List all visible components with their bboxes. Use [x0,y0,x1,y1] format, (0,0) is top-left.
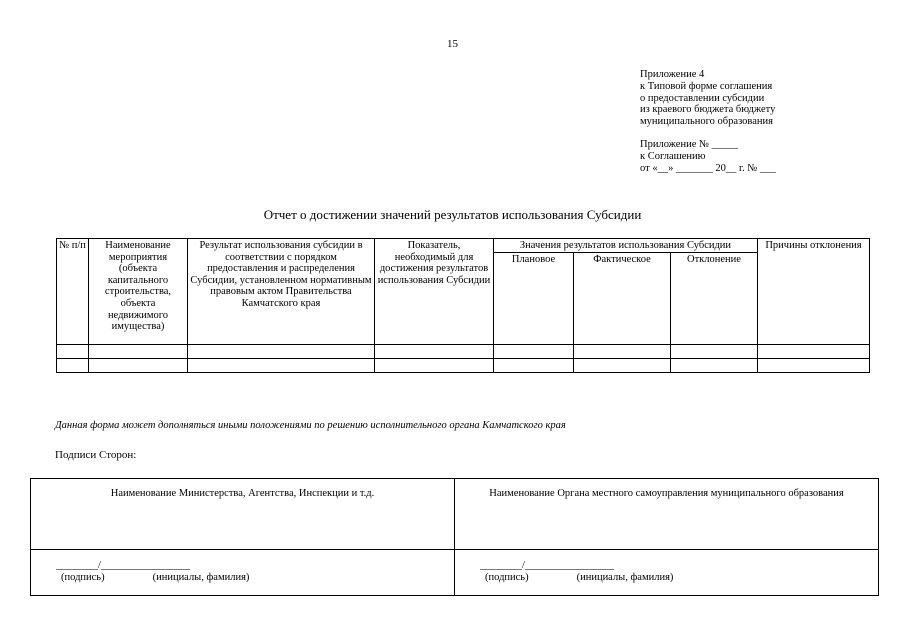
table-row [57,358,870,372]
signatures-label: Подписи Сторон: [55,449,137,461]
agreement-line: к Соглашению [640,150,706,162]
header-planned: Плановое [494,252,574,344]
appendix-line: к Типовой форме соглашения [640,80,773,92]
appendix-line: из краевого бюджета бюджету [640,104,776,116]
header-deviation: Отклонение [671,252,758,344]
table-row [57,344,870,358]
agreement-line: Приложение № _____ [640,138,738,150]
header-indicator: Показатель, необходимый для достижения результатов использования Субсидии [375,239,494,345]
agreement-line: от «__» _______ 20__ г. № ___ [640,162,776,174]
header-result: Результат использования субсидии в соответствии с порядком предоставления и распределения Субсидии, установленном нормативным правовым актом Правительства Камчатского края [188,239,375,345]
right-party-header [455,479,879,550]
signatures-table [30,478,879,596]
document-title: Отчет о достижении значений результатов использования Субсидии [263,207,642,222]
left-party-header [31,479,455,550]
left-signature-cell [31,550,455,596]
header-actual: Фактическое [574,252,671,344]
report-table [56,238,870,373]
left-party-name: Наименование Министерства, Агентства, Инспекции и т.д. [110,488,375,499]
header-event-name: Наименование мероприятия (объекта капитального строительства, объекта недвижимого имущества) [89,239,188,345]
signature-caption: (подпись) [485,572,529,583]
signature-line: ________/_________________ [56,560,191,571]
form-note: Данная форма может дополняться иными положениями по решению исполнительного органа Камчатского края [55,420,566,431]
right-party-name: Наименование Органа местного самоуправления муниципального образования [489,488,844,499]
header-number: № п/п [57,239,89,345]
appendix-line: о предоставлении субсидии [640,92,765,104]
right-signature-cell [455,550,879,596]
signature-caption: (подпись) [61,572,105,583]
appendix-line: Приложение 4 [640,69,705,80]
signature-line: ________/_________________ [480,560,615,571]
appendix-line: муниципального образования [640,116,773,128]
appendix-header [640,69,776,174]
page-number: 15 [447,38,458,50]
header-deviation-reasons: Причины отклонения [758,239,870,345]
name-caption: (инициалы, фамилия) [576,572,674,583]
name-caption: (инициалы, фамилия) [152,572,250,583]
header-values-group: Значения результатов использования Субсидии [494,239,758,253]
